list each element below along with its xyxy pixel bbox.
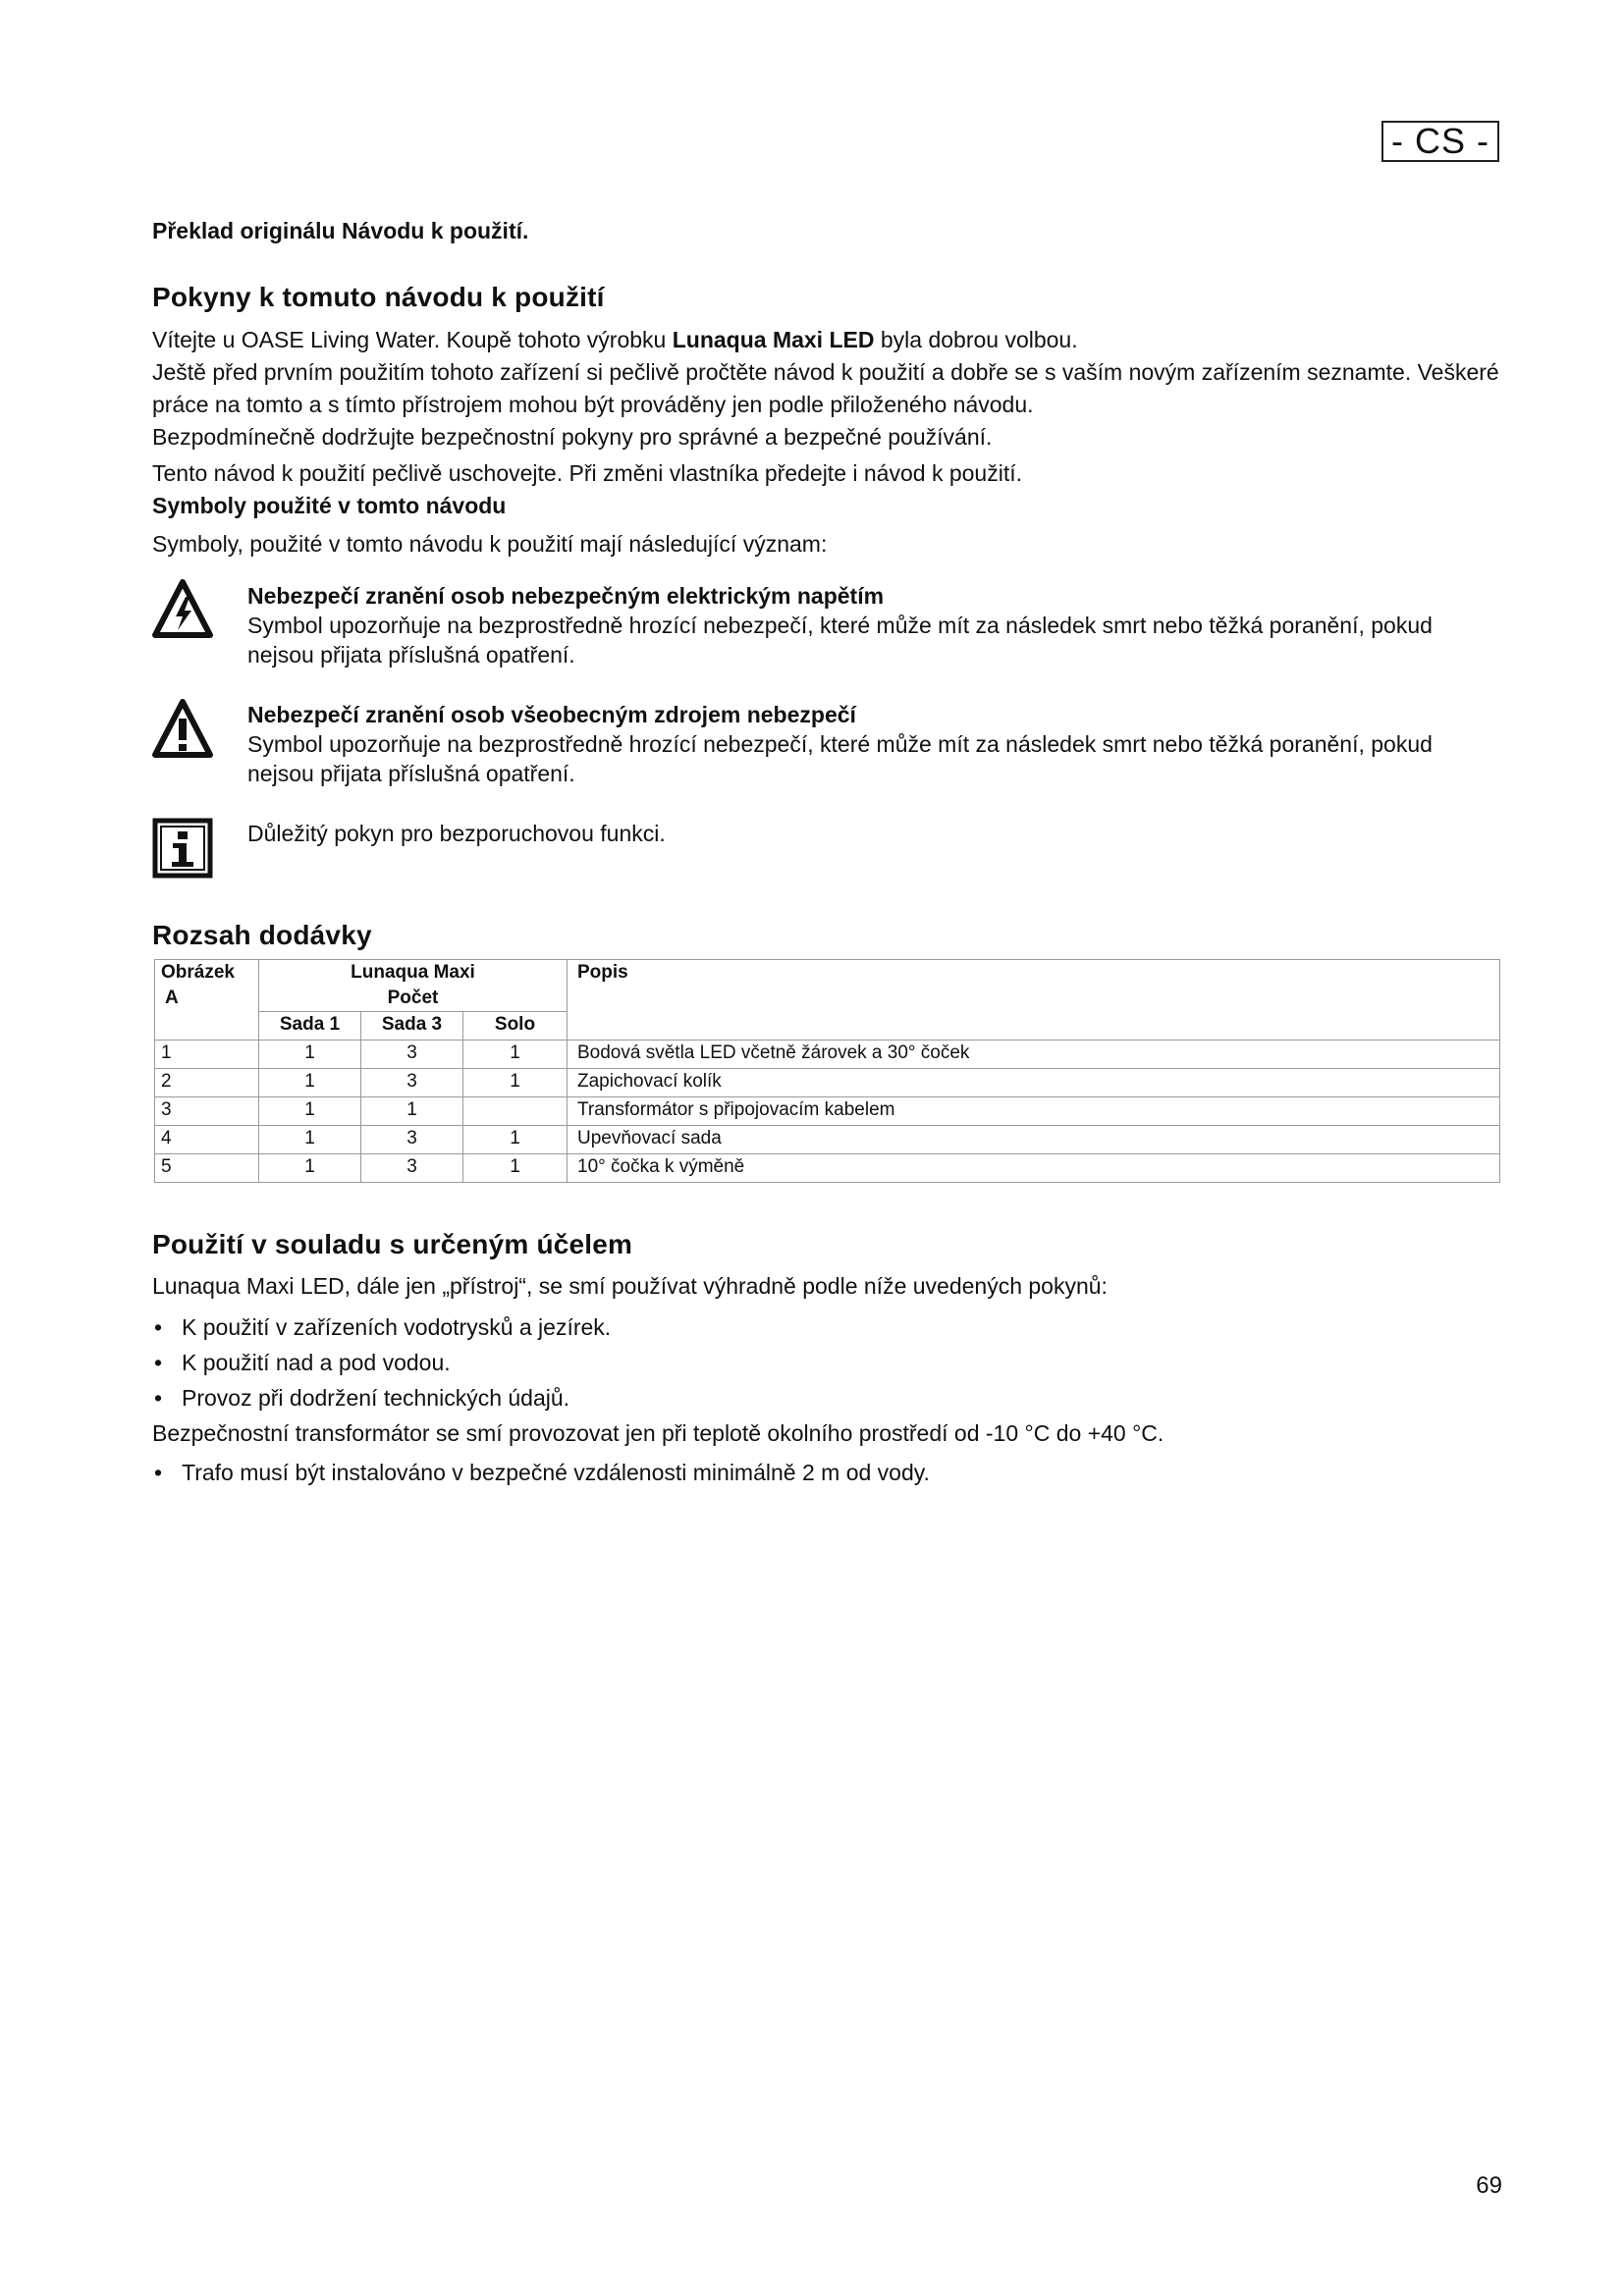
- table-row: 4 1 3 1 Upevňovací sada: [155, 1125, 1500, 1153]
- safety-paragraph: Bezpodmínečně dodržujte bezpečnostní pokyny pro správné a bezpečné používání.: [152, 424, 993, 450]
- symbol-electric-title: Nebezpečí zranění osob nebezpečným elektrickým napětím: [247, 583, 885, 609]
- translation-note: Překlad originálu Návodu k použití.: [152, 218, 529, 243]
- symbol-info-text: Důležitý pokyn pro bezporuchovou funkci.: [247, 821, 666, 846]
- instructions-heading: Pokyny k tomuto návodu k použití: [152, 282, 605, 312]
- page-number: 69: [1476, 2172, 1502, 2199]
- electric-hazard-icon: [152, 579, 213, 640]
- instructions-body: [152, 324, 1499, 561]
- delivery-heading: Rozsah dodávky: [152, 920, 372, 950]
- table-row: 5 1 3 1 10° čočka k výměně: [155, 1153, 1500, 1182]
- table-header-row: [155, 960, 1500, 1012]
- symbol-electric: [247, 581, 1499, 669]
- welcome-paragraph: Vítejte u OASE Living Water. Koupě tohoto výrobku Lunaqua Maxi LED byla dobrou volbou.: [152, 327, 1078, 352]
- general-hazard-icon: [152, 699, 213, 760]
- symbols-intro: Symboly, použité v tomto návodu k použití mají následující význam:: [152, 531, 828, 557]
- subheader-solo: Solo: [463, 1011, 568, 1040]
- header-product: Lunaqua Maxi Počet: [259, 960, 568, 1012]
- header-description: Popis: [568, 960, 1500, 1041]
- list-item: • K použití nad a pod vodou.: [152, 1345, 1499, 1380]
- intended-use-intro: Lunaqua Maxi LED, dále jen „přístroj“, se smí používat výhradně podle níže uvedených pokynů:: [152, 1273, 1108, 1299]
- symbol-general-text: Symbol upozorňuje na bezprostředně hrozící nebezpečí, které může mít za následek smrt nebo těžká poranění, pokud nejsou přijata příslušná opatření.: [247, 731, 1433, 786]
- list-item: • Provoz při dodržení technických údajů.: [152, 1380, 1499, 1415]
- transformer-note: Bezpečnostní transformátor se smí provozovat jen při teplotě okolního prostředí od -10 °C do +40 °C.: [152, 1420, 1164, 1446]
- delivery-table: [154, 959, 1500, 1183]
- symbol-info: [247, 819, 1499, 848]
- read-instructions-paragraph: Ještě před prvním použitím tohoto zařízení si pečlivě pročtěte návod k použití a dobře se s vaším novým zařízením seznamte. Veškeré práce na tomto a s tímto přístrojem mohou být prováděny jen podle přiloženého návodu.: [152, 359, 1499, 417]
- intended-use-body: [152, 1268, 1499, 1490]
- intended-use-heading: Použití v souladu s určeným účelem: [152, 1229, 633, 1259]
- transformer-list: [152, 1455, 1499, 1490]
- info-icon: [152, 818, 213, 879]
- symbol-general: [247, 700, 1499, 788]
- symbol-general-title: Nebezpečí zranění osob všeobecným zdrojem nebezpečí: [247, 702, 856, 727]
- symbol-electric-text: Symbol upozorňuje na bezprostředně hrozící nebezpečí, které může mít za následek smrt nebo těžká poranění, pokud nejsou přijata příslušná opatření.: [247, 613, 1433, 667]
- keep-manual-paragraph: Tento návod k použití pečlivě uschovejte. Při změni vlastníka předejte i návod k použití.: [152, 460, 1022, 486]
- list-item: • K použití v zařízeních vodotrysků a jezírek.: [152, 1309, 1499, 1345]
- list-item: • Trafo musí být instalováno v bezpečné vzdálenosti minimálně 2 m od vody.: [152, 1455, 1499, 1490]
- product-name: Lunaqua Maxi LED: [672, 327, 875, 352]
- header-figure: Obrázek A: [155, 960, 259, 1041]
- table-row: 1 1 3 1 Bodová světla LED včetně žárovek a 30° čoček: [155, 1040, 1500, 1068]
- table-row: 2 1 3 1 Zapichovací kolík: [155, 1068, 1500, 1096]
- intended-use-list: [152, 1309, 1499, 1415]
- subheader-sada3: Sada 3: [361, 1011, 463, 1040]
- table-row: 3 1 1 Transformátor s připojovacím kabelem: [155, 1096, 1500, 1125]
- language-code-badge: - CS -: [1381, 121, 1499, 162]
- symbols-heading: Symboly použité v tomto návodu: [152, 493, 507, 518]
- subheader-sada1: Sada 1: [259, 1011, 361, 1040]
